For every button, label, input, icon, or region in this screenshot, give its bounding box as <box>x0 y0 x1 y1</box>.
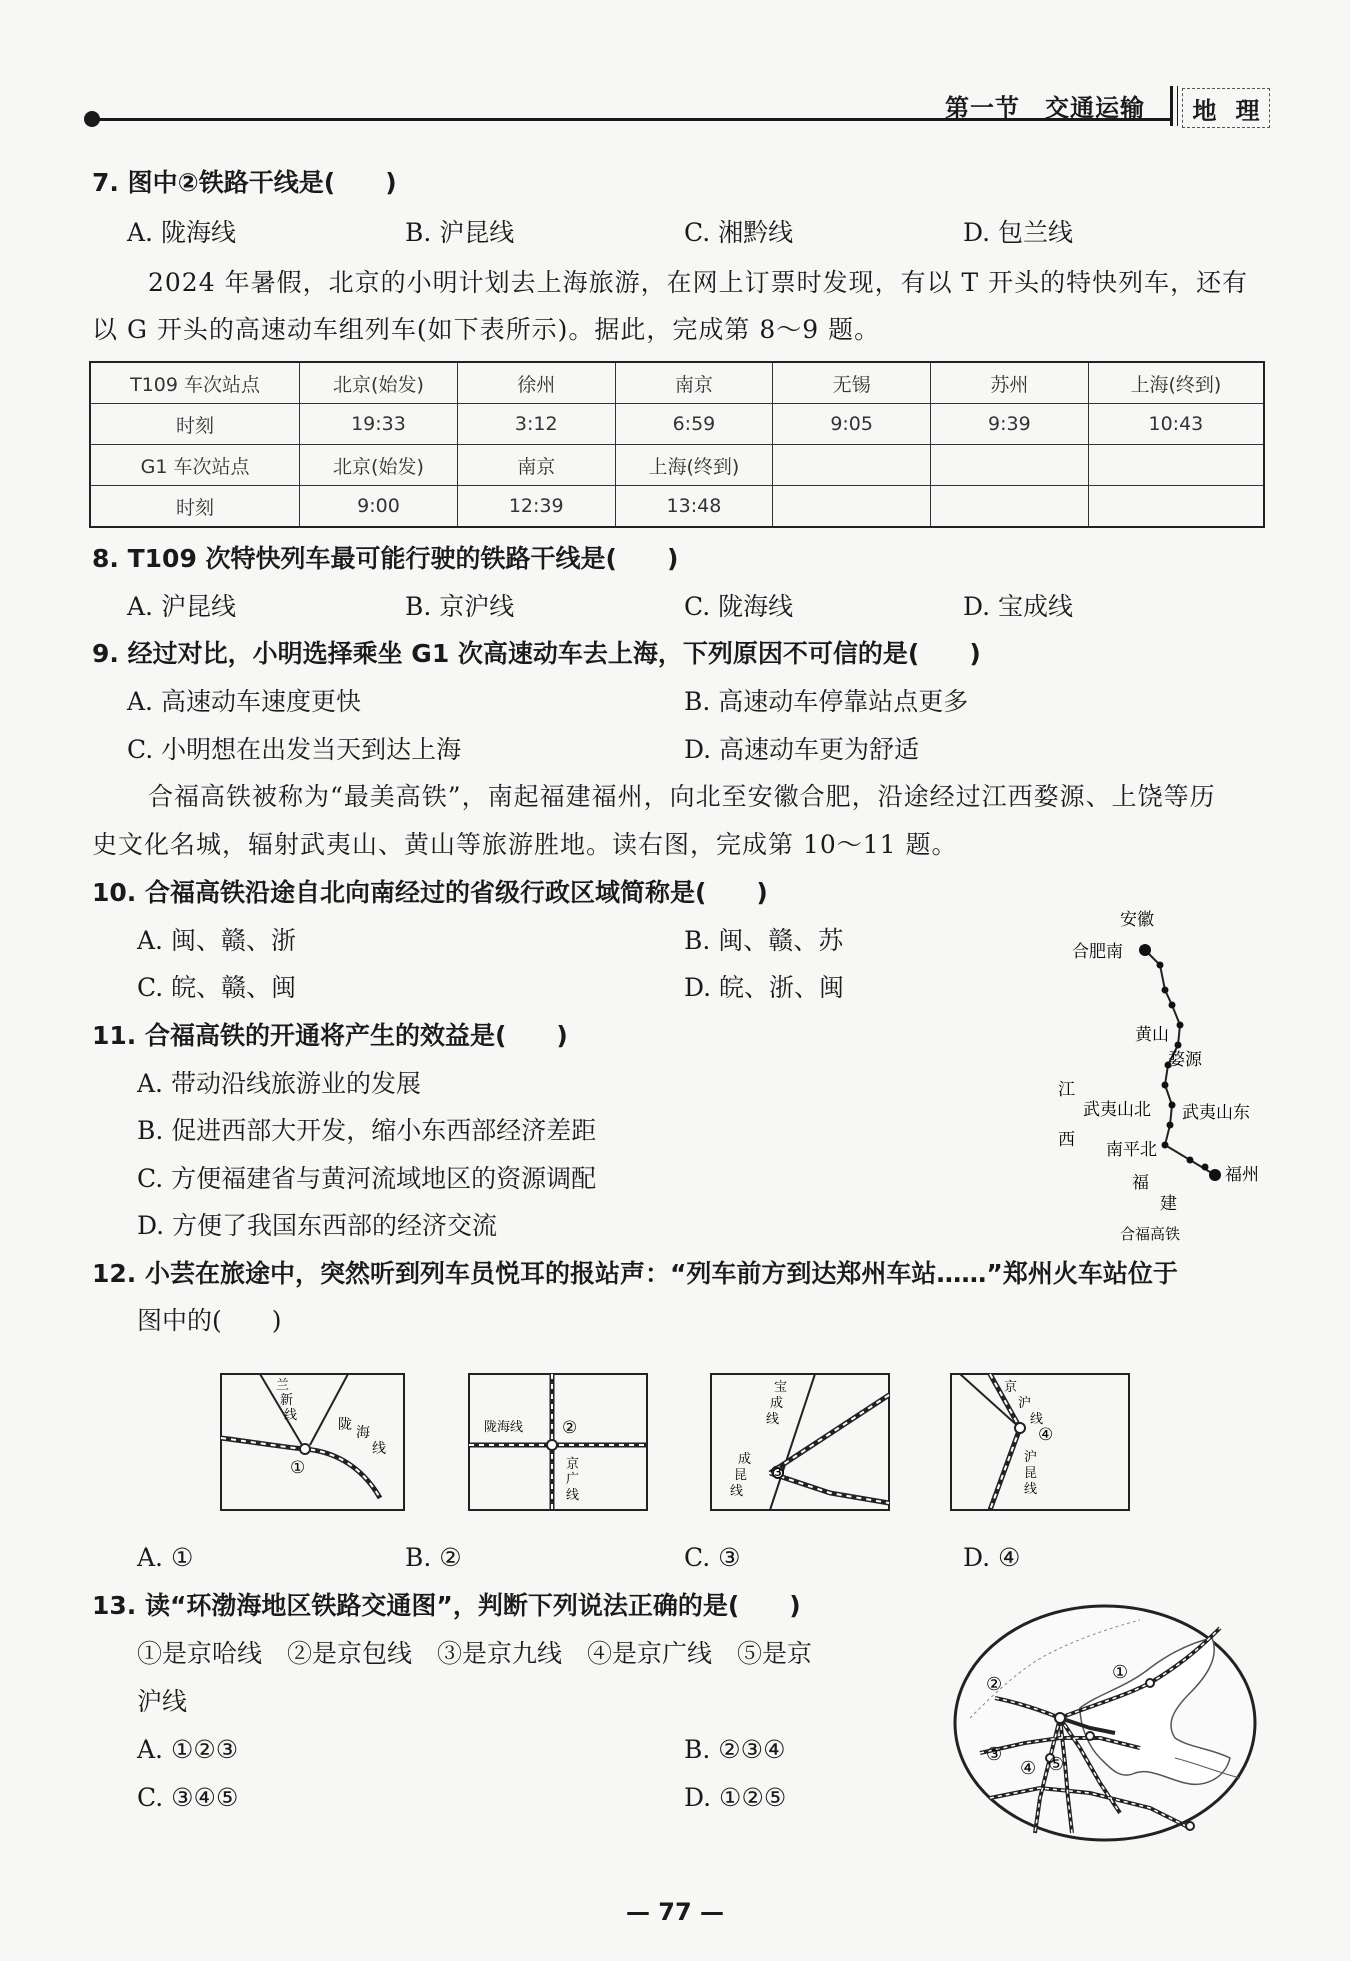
table-row <box>90 445 1264 486</box>
fig-label: 沪 <box>1018 1396 1032 1411</box>
page-number: — 77 — <box>625 1898 725 1926</box>
table-cell: 13:48 <box>615 486 773 528</box>
fig-label: 成 <box>738 1452 752 1467</box>
label-anhui: 安徽 <box>1120 910 1154 930</box>
fig-label: ③ <box>770 1463 786 1483</box>
q7-stem: 7. 图中②铁路干线是( ) <box>92 168 397 197</box>
map-marker-2: ② <box>986 1674 1003 1695</box>
table-row <box>90 404 1264 445</box>
q8-option-c: C. 陇海线 <box>684 592 794 621</box>
table-cell: 上海(终到) <box>615 445 773 486</box>
label-jiang: 江 <box>1058 1080 1075 1100</box>
header-divider-thin <box>1177 86 1178 126</box>
fig-label: 线 <box>766 1412 780 1427</box>
fig-label: 京 <box>566 1457 580 1472</box>
q9-option-c: C. 小明想在出发当天到达上海 <box>127 735 462 764</box>
table-cell: 12:39 <box>457 486 615 528</box>
table-cell <box>931 445 1089 486</box>
fig-label: 陇 <box>338 1417 352 1433</box>
fig-label: ② <box>562 1418 578 1438</box>
q10-option-d: D. 皖、浙、闽 <box>684 973 845 1002</box>
fig-label: 兰 <box>276 1378 290 1393</box>
q7-option-b: B. 沪昆线 <box>405 218 515 247</box>
subject-box <box>1182 88 1270 128</box>
fig-label: 线 <box>730 1484 744 1499</box>
section-title: 第一节 交通运输 <box>945 94 1145 122</box>
q11-option-d: D. 方便了我国东西部的经济交流 <box>137 1211 498 1240</box>
q9-option-d: D. 高速动车更为舒适 <box>684 735 920 764</box>
intro-10-11-line2: 史文化名城，辐射武夷山、黄山等旅游胜地。读右图，完成第 10～11 题。 <box>92 830 958 859</box>
table-row <box>90 362 1264 404</box>
table-cell <box>773 486 931 528</box>
header-divider <box>1170 86 1173 126</box>
label-huangshan: 黄山 <box>1135 1025 1169 1045</box>
q7-option-c: C. 湘黔线 <box>684 218 794 247</box>
node-beijing <box>1055 1713 1065 1723</box>
table-cell: 9:05 <box>773 404 931 445</box>
table-cell: 无锡 <box>773 362 931 404</box>
q12-option-c: C. ③ <box>684 1543 741 1572</box>
fig-label: 线 <box>1030 1412 1044 1427</box>
table-cell <box>1088 445 1264 486</box>
fig-label: 海 <box>356 1425 370 1441</box>
hefu-railway-map <box>1050 905 1280 1255</box>
fig-label: 线 <box>284 1408 298 1423</box>
q12-stem-line1: 12. 小芸在旅途中，突然听到列车员悦耳的报站声：“列车前方到达郑州车站……”郑州火车站位于 <box>92 1259 1178 1288</box>
table-cell: 北京(始发) <box>300 362 458 404</box>
fig-label: ① <box>290 1458 306 1478</box>
label-xi: 西 <box>1058 1130 1075 1150</box>
table-cell <box>931 486 1089 528</box>
q13-stem: 13. 读“环渤海地区铁路交通图”，判断下列说法正确的是( ) <box>92 1591 801 1620</box>
q8-option-b: B. 京沪线 <box>405 592 515 621</box>
label-wuyishanbei: 武夷山北 <box>1083 1100 1151 1120</box>
fig-label: 新 <box>280 1393 294 1408</box>
table-row <box>90 486 1264 528</box>
q11-option-c: C. 方便福建省与黄河流域地区的资源调配 <box>137 1164 597 1193</box>
q13-option-c: C. ③④⑤ <box>137 1783 239 1812</box>
subject-char: 理 <box>1235 96 1260 125</box>
table-cell: 10:43 <box>1088 404 1264 445</box>
q13-statements: ①是京哈线 ②是京包线 ③是京九线 ④是京广线 ⑤是京 <box>137 1639 813 1668</box>
label-wuyishandong: 武夷山东 <box>1182 1103 1250 1123</box>
fig-label: 宝 <box>774 1380 788 1395</box>
table-cell: 上海(终到) <box>1088 362 1264 404</box>
map-marker-4: ④ <box>1020 1758 1037 1779</box>
q12-figure-a <box>220 1373 406 1513</box>
q13-statements-cont: 沪线 <box>137 1687 188 1716</box>
q12-option-b: B. ② <box>405 1543 462 1572</box>
q11-stem: 11. 合福高铁的开通将产生的效益是( ) <box>92 1021 568 1050</box>
fig-label: 线 <box>1024 1482 1038 1497</box>
q9-option-b: B. 高速动车停靠站点更多 <box>684 687 969 716</box>
fig-label: 成 <box>770 1396 784 1411</box>
q8-option-d: D. 宝成线 <box>963 592 1074 621</box>
station-huangshan <box>1175 1042 1182 1049</box>
map-marker-3: ③ <box>986 1744 1003 1765</box>
q13-option-d: D. ①②⑤ <box>684 1783 787 1812</box>
label-hefu-railway: 合福高铁 <box>1120 1225 1181 1243</box>
table-cell: G1 车次站点 <box>90 445 300 486</box>
q7-option-d: D. 包兰线 <box>963 218 1074 247</box>
map-marker-5: ⑤ <box>1048 1754 1065 1775</box>
table-cell: 苏州 <box>931 362 1089 404</box>
table-cell: 19:33 <box>300 404 458 445</box>
q12-stem-line2: 图中的( ) <box>137 1306 282 1335</box>
label-fuzhou: 福州 <box>1225 1165 1259 1185</box>
table-cell: 时刻 <box>90 486 300 528</box>
fig-label: 线 <box>372 1441 386 1457</box>
label-wuyuan: 婺源 <box>1168 1050 1202 1070</box>
q12-option-a: A. ① <box>137 1543 194 1572</box>
q8-stem: 8. T109 次特快列车最可能行驶的铁路干线是( ) <box>92 544 679 573</box>
table-cell: 6:59 <box>615 404 773 445</box>
q12-option-d: D. ④ <box>963 1543 1021 1572</box>
q11-option-b: B. 促进西部大开发，缩小东西部经济差距 <box>137 1116 597 1145</box>
q13-option-b: B. ②③④ <box>684 1735 786 1764</box>
table-cell: 3:12 <box>457 404 615 445</box>
table-cell <box>1088 486 1264 528</box>
q10-option-b: B. 闽、赣、苏 <box>684 926 844 955</box>
intro-8-9-line2: 以 G 开头的高速动车组列车(如下表所示)。据此，完成第 8～9 题。 <box>92 315 881 344</box>
label-fu: 福 <box>1132 1173 1149 1193</box>
train-schedule-table <box>89 361 1265 528</box>
fig-label: ④ <box>1038 1425 1054 1445</box>
fig-label: 沪 <box>1024 1450 1038 1465</box>
q10-option-c: C. 皖、赣、闽 <box>137 973 297 1002</box>
table-cell: 9:00 <box>300 486 458 528</box>
q10-option-a: A. 闽、赣、浙 <box>137 926 296 955</box>
table-cell: 南京 <box>457 445 615 486</box>
intro-10-11-line1: 合福高铁被称为“最美高铁”，南起福建福州，向北至安徽合肥，沿途经过江西婺源、上饶等历 <box>148 782 1216 811</box>
q8-option-a: A. 沪昆线 <box>127 592 236 621</box>
table-cell <box>773 445 931 486</box>
q9-stem: 9. 经过对比，小明选择乘坐 G1 次高速动车去上海，下列原因不可信的是( ) <box>92 639 981 668</box>
fig-label: 京 <box>1004 1380 1018 1395</box>
table-cell: 南京 <box>615 362 773 404</box>
q12-figure-b <box>468 1373 650 1513</box>
table-cell: 9:39 <box>931 404 1089 445</box>
fig-label: 陇海线 <box>484 1420 524 1435</box>
label-nanpingbei: 南平北 <box>1106 1140 1157 1160</box>
subject-char: 地 <box>1192 96 1217 125</box>
station-hefeinan <box>1139 944 1151 956</box>
map-marker-1: ① <box>1112 1662 1129 1683</box>
table-cell: 徐州 <box>457 362 615 404</box>
q12-figure-d <box>950 1373 1132 1513</box>
station-fuzhou <box>1209 1169 1221 1181</box>
label-jian: 建 <box>1160 1194 1177 1214</box>
q11-option-a: A. 带动沿线旅游业的发展 <box>137 1069 421 1098</box>
fig-label: 昆 <box>734 1468 748 1483</box>
fig-label: 昆 <box>1024 1466 1038 1481</box>
table-cell: T109 车次站点 <box>90 362 300 404</box>
fig-label: 广 <box>566 1472 580 1487</box>
fig-label: 线 <box>566 1488 580 1503</box>
table-cell: 北京(始发) <box>300 445 458 486</box>
table-cell: 时刻 <box>90 404 300 445</box>
q10-stem: 10. 合福高铁沿途自北向南经过的省级行政区域简称是( ) <box>92 878 768 907</box>
intro-8-9-line1: 2024 年暑假，北京的小明计划去上海旅游，在网上订票时发现，有以 T 开头的特快列车，还有 <box>148 268 1249 297</box>
bohai-railway-map <box>950 1598 1260 1848</box>
q9-option-a: A. 高速动车速度更快 <box>127 687 361 716</box>
q13-option-a: A. ①②③ <box>137 1735 239 1764</box>
label-hefeinan: 合肥南 <box>1072 942 1123 962</box>
q12-figure-c <box>710 1373 892 1513</box>
q7-option-a: A. 陇海线 <box>127 218 236 247</box>
